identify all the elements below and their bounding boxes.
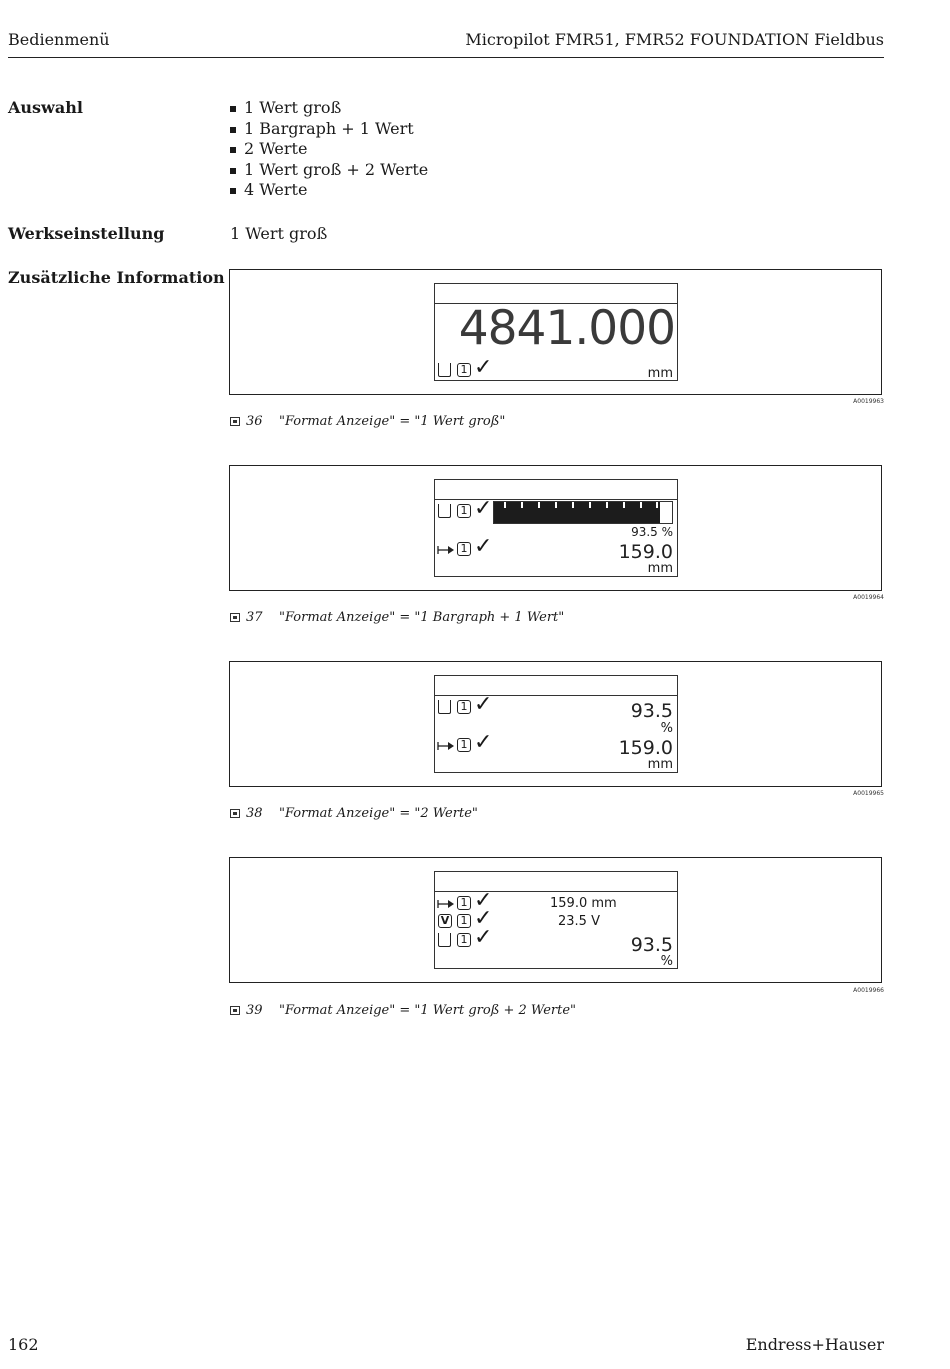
check-icon: ✓	[474, 730, 493, 755]
figure-icon	[230, 613, 240, 622]
bargraph-tick	[521, 502, 523, 508]
list-item: 1 Bargraph + 1 Wert	[230, 119, 428, 140]
lcd-unit: mm	[647, 561, 673, 576]
header-product-title: Micropilot FMR51, FMR52 FOUNDATION Fieldbus	[465, 30, 884, 49]
bargraph-tick	[555, 502, 557, 508]
bullet-icon	[230, 127, 236, 133]
lcd-display	[434, 871, 678, 969]
bargraph-tick	[656, 502, 658, 508]
figure-icon	[230, 1006, 240, 1015]
channel-one-icon: 1	[457, 933, 471, 947]
figure-icon	[230, 809, 240, 818]
page-number: 162	[8, 1335, 39, 1354]
lcd-value: 159.0	[618, 541, 673, 563]
tank-icon	[438, 504, 451, 518]
figure-id: A0019965	[853, 790, 884, 797]
list-item: 2 Werte	[230, 139, 428, 160]
check-icon: ✓	[474, 925, 493, 950]
list-item: 1 Wert groß + 2 Werte	[230, 160, 428, 181]
werkseinstellung-value: 1 Wert groß	[230, 224, 328, 243]
bargraph-tick	[589, 502, 591, 508]
lcd-display	[434, 283, 678, 381]
lcd-unit: mm	[647, 757, 673, 772]
level-arrow-icon	[437, 542, 455, 556]
level-arrow-icon	[437, 738, 455, 752]
bargraph-fill	[494, 502, 660, 523]
bullet-icon	[230, 147, 236, 153]
tank-icon	[438, 363, 451, 377]
lcd-header-line	[435, 695, 677, 696]
figure-icon	[230, 417, 240, 426]
check-icon: ✓	[474, 906, 493, 931]
bargraph-percent-label: 93.5 %	[631, 525, 673, 539]
figure-39-frame	[229, 857, 882, 983]
lcd-unit: mm	[647, 366, 673, 381]
channel-one-icon: 1	[457, 504, 471, 518]
lcd-header-line	[435, 891, 677, 892]
channel-one-icon: 1	[457, 896, 471, 910]
bullet-icon	[230, 168, 236, 174]
lcd-line-1: 159.0 mm	[550, 896, 617, 911]
lcd-big-value: 4841.000	[458, 301, 675, 356]
check-icon: ✓	[474, 355, 493, 380]
figure-id: A0019963	[853, 398, 884, 405]
bullet-icon	[230, 106, 236, 112]
werkseinstellung-label: Werkseinstellung	[8, 224, 165, 243]
lcd-header-line	[435, 499, 677, 500]
auswahl-label: Auswahl	[8, 98, 83, 117]
tank-icon	[438, 700, 451, 714]
channel-one-icon: 1	[457, 363, 471, 377]
lcd-unit: %	[660, 954, 673, 969]
bargraph-tick	[504, 502, 506, 508]
figure-36-frame	[229, 269, 882, 395]
bargraph-tick	[572, 502, 574, 508]
check-icon: ✓	[474, 534, 493, 559]
header-section-title: Bedienmenü	[8, 30, 110, 49]
zusatz-label: Zusätzliche Information	[8, 268, 225, 287]
list-item: 1 Wert groß	[230, 98, 428, 119]
bargraph-tick	[538, 502, 540, 508]
voltage-icon: V	[438, 914, 452, 928]
figure-id: A0019966	[853, 987, 884, 994]
footer-brand: Endress+Hauser	[745, 1335, 884, 1354]
channel-one-icon: 1	[457, 700, 471, 714]
lcd-display	[434, 675, 678, 773]
auswahl-options-list	[230, 98, 428, 201]
figure-37-frame	[229, 465, 882, 591]
figure-caption: 37 "Format Anzeige" = "1 Bargraph + 1 Wert"	[230, 610, 564, 625]
lcd-display	[434, 479, 678, 577]
lcd-line-2: 23.5 V	[558, 914, 600, 929]
bullet-icon	[230, 188, 236, 194]
lcd-value: 93.5	[630, 934, 673, 956]
channel-one-icon: 1	[457, 542, 471, 556]
header-divider	[8, 57, 884, 58]
level-arrow-icon	[437, 896, 455, 910]
figure-caption: 38 "Format Anzeige" = "2 Werte"	[230, 806, 478, 821]
channel-one-icon: 1	[457, 914, 471, 928]
bargraph-tick	[623, 502, 625, 508]
lcd-value: 159.0	[618, 737, 673, 759]
list-item: 4 Werte	[230, 180, 428, 201]
figure-caption: 36 "Format Anzeige" = "1 Wert groß"	[230, 414, 505, 429]
figure-id: A0019964	[853, 594, 884, 601]
check-icon: ✓	[474, 692, 493, 717]
tank-icon	[438, 933, 451, 947]
check-icon: ✓	[474, 496, 493, 521]
figure-38-frame	[229, 661, 882, 787]
figure-caption: 39 "Format Anzeige" = "1 Wert groß + 2 Werte"	[230, 1003, 576, 1018]
lcd-value: 93.5	[630, 700, 673, 722]
channel-one-icon: 1	[457, 738, 471, 752]
check-icon: ✓	[474, 888, 493, 913]
bargraph-tick	[606, 502, 608, 508]
bargraph-tick	[640, 502, 642, 508]
bargraph	[493, 501, 673, 524]
lcd-unit: %	[660, 721, 673, 736]
